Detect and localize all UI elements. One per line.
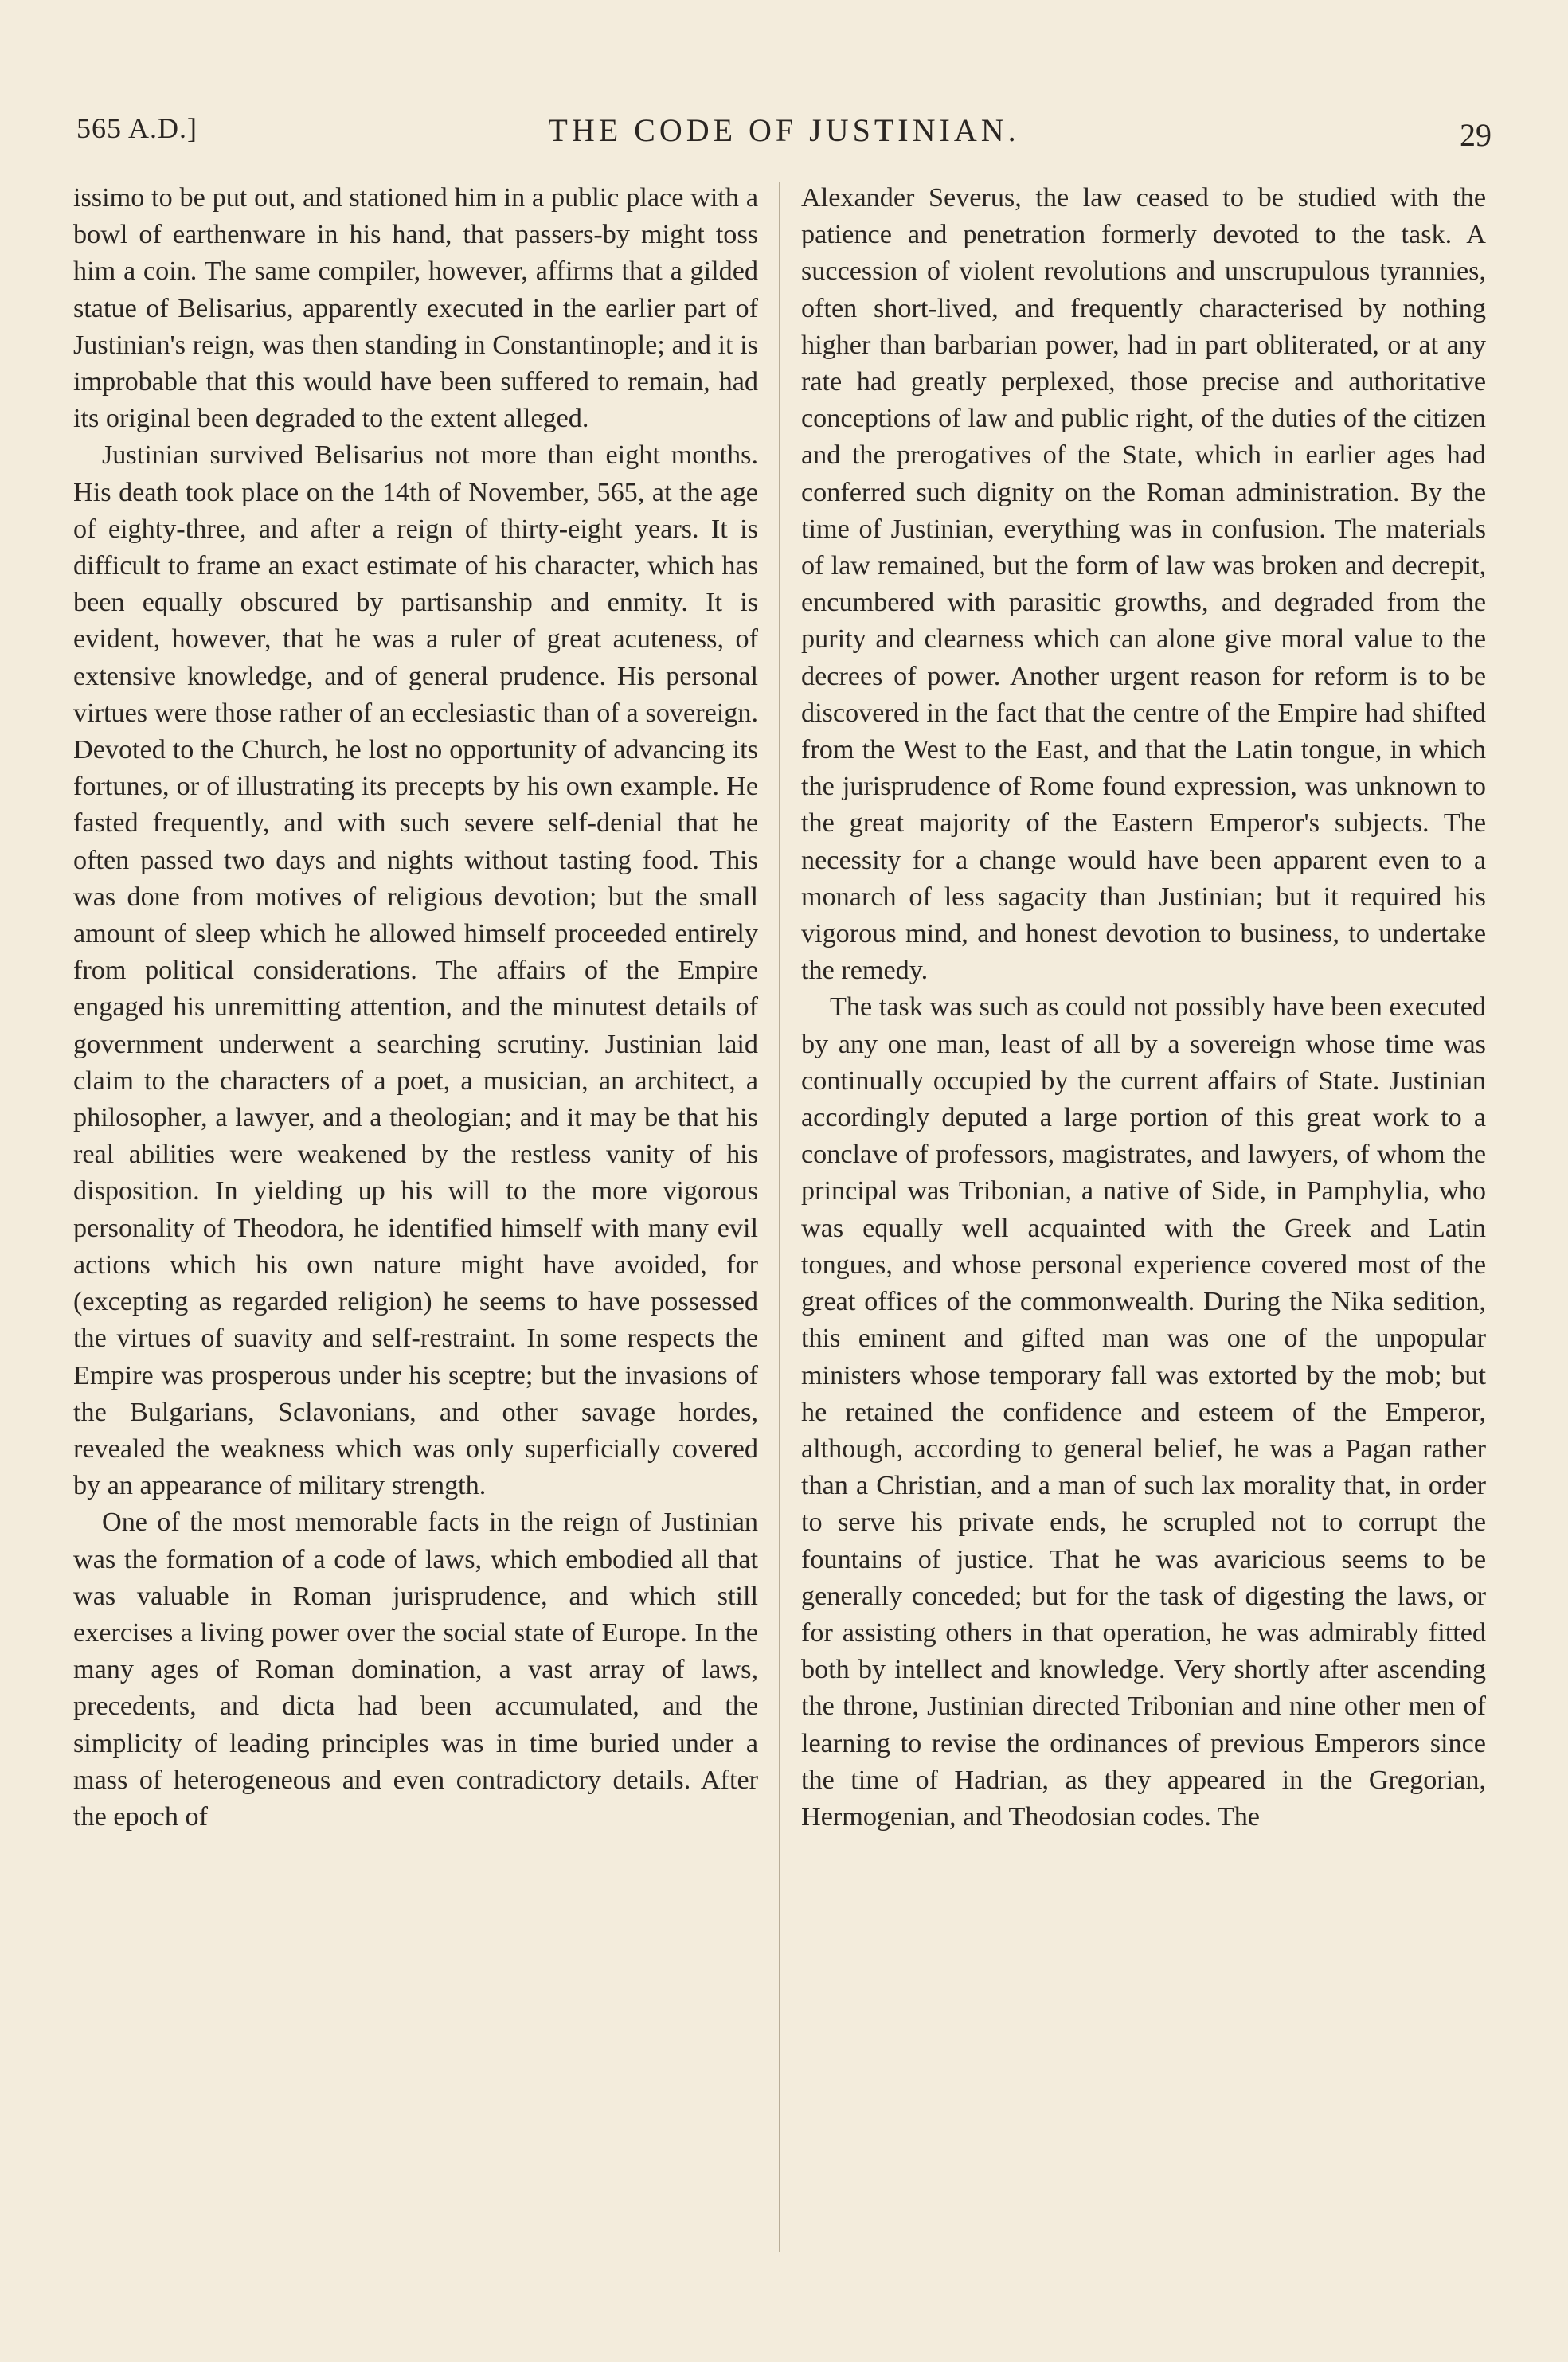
left-column xyxy=(73,180,758,1836)
right-paragraph-1: Alexander Severus, the law ceased to be studied with the patience and penetration formerly devoted to the task. A succession of violent revolutions and unscrupulous tyrannies, often short-lived, and frequently characterised by nothing higher than barbarian power, had in part obliterated, or at any rate had greatly perplexed, those precise and authoritative conceptions of law and public right, of the duties of the citizen and the prerogatives of the State, which in earlier ages had conferred such dignity on the Roman administration. By the time of Justinian, everything was in confusion. The materials of law remained, but the form of law was broken and decrepit, encumbered with parasitic growths, and degraded from the purity and clearness which can alone give moral value to the decrees of power. Another urgent reason for reform is to be discovered in the fact that the centre of the Empire had shifted from the West to the East, and that the Latin tongue, in which the jurisprudence of Rome found expression, was unknown to the great majority of the Eastern Emperor's subjects. The necessity for a change would have been apparent even to a monarch of less sagacity than Justinian; but it required his vigorous mind, and honest devotion to business, to undertake the remedy. xyxy=(801,183,1486,986)
page-title: THE CODE OF JUSTINIAN. xyxy=(548,112,1020,148)
left-paragraph-3: One of the most memorable facts in the reign of Justinian was the formation of a code of laws, which embodied all that was valuable in Roman jurisprudence, and which still exercises a living power over the social state of Europe. In the many ages of Roman domination, a vast array of laws, precedents, and dicta had been accumulated, and the simplicity of leading principles was in time buried under a mass of heterogeneous and even contradictory details. After the epoch of xyxy=(73,1508,758,1832)
left-paragraph-2: Justinian survived Belisarius not more than eight months. His death took place on the 14th of November, 565, at the age of eighty-three, and after a reign of thirty-eight years. It is difficult to frame an exact estimate of his character, which has been equally obscured by partisanship and enmity. It is evident, however, that he was a ruler of great acuteness, of extensive knowledge, and of general prudence. His personal virtues were those rather of an ecclesiastic than of a sovereign. Devoted to the Church, he lost no opportunity of advancing its fortunes, or of illustrating its precepts by his own example. He fasted frequently, and with such severe self-denial that he often passed two days and nights without tasting food. This was done from motives of religious devotion; but the small amount of sleep which he allowed himself proceeded entirely from political considerations. The affairs of the Empire engaged his unremitting attention, and the minutest details of government underwent a searching scrutiny. Justinian laid claim to the characters of a poet, a musician, an architect, a philosopher, a lawyer, and a theologian; and it may be that his real abilities were weakened by the restless vanity of his disposition. In yielding up his will to the more vigorous personality of Theodora, he identified himself with many evil actions which his own nature might have avoided, for (excepting as regarded religion) he seems to have possessed the virtues of suavity and self-restraint. In some respects the Empire was prosperous under his sceptre; but the invasions of the Bulgarians, Sclavonians, and other savage hordes, revealed the weakness which was only superficially covered by an appearance of military strength. xyxy=(73,440,758,1501)
header-date: 565 A.D.] xyxy=(76,112,197,144)
page-number: 29 xyxy=(1460,117,1492,153)
right-column xyxy=(801,180,1486,1836)
left-paragraph-1: issimo to be put out, and stationed him in a public place with a bowl of earthenware in his hand, that passers-by might toss him a coin. The same compiler, however, affirms that a gilded statue of Belisarius, apparently executed in the earlier part of Justinian's reign, was then standing in Constantinople; and it is improbable that this would have been suffered to remain, had its original been degraded to the extent alleged. xyxy=(73,183,758,434)
column-divider xyxy=(779,182,780,2252)
running-head xyxy=(76,111,1492,159)
right-paragraph-2: The task was such as could not possibly have been executed by any one man, least of all by a sovereign whose time was continually occupied by the current affairs of State. Justinian accordingly deputed a large portion of this great work to a conclave of professors, magistrates, and lawyers, of whom the principal was Tribonian, a native of Side, in Pamphylia, who was equally well acquainted with the Greek and Latin tongues, and whose personal experience covered most of the great offices of the commonwealth. During the Nika sedition, this eminent and gifted man was one of the unpopular ministers whose temporary fall was extorted by the mob; but he retained the confidence and esteem of the Emperor, although, according to general belief, he was a Pagan rather than a Christian, and a man of such lax morality that, in order to serve his private ends, he scrupled not to corrupt the fountains of justice. That he was avaricious seems to be generally conceded; but for the task of digesting the laws, or for assisting others in that operation, he was admirably fitted both by intellect and knowledge. Very shortly after ascending the throne, Justinian directed Tribonian and nine other men of learning to revise the ordinances of previous Emperors since the time of Hadrian, as they appeared in the Gregorian, Hermogenian, and Theodosian codes. The xyxy=(801,992,1486,1832)
